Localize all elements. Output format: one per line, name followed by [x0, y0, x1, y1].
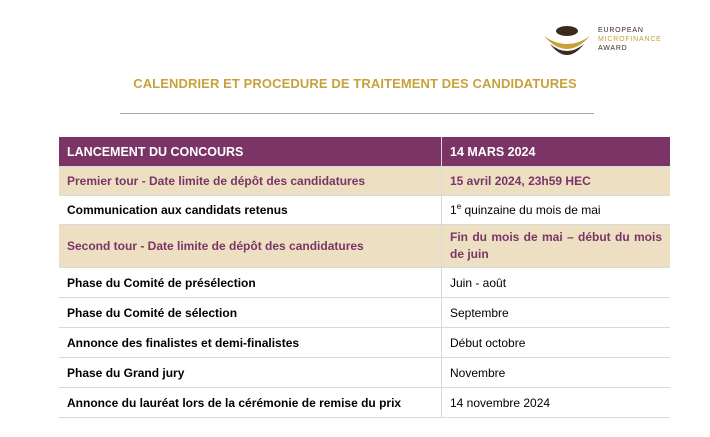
award-bowl-icon — [540, 22, 596, 62]
row-value: Fin du mois de mai – début du mois de juin — [442, 225, 671, 268]
row-value-text: quinzaine du mois de mai — [461, 203, 601, 217]
european-microfinance-award-logo — [540, 22, 710, 62]
table-row — [59, 358, 670, 388]
table-row — [59, 167, 670, 196]
row-value-number: 1 — [450, 203, 457, 217]
title-divider — [120, 113, 594, 114]
row-label: Communication aux candidats retenus — [59, 196, 442, 225]
logo-text-award: AWARD — [598, 45, 628, 52]
row-value: 15 avril 2024, 23h59 HEC — [442, 167, 671, 196]
table-row — [59, 388, 670, 418]
row-label: Premier tour - Date limite de dépôt des candidatures — [59, 167, 442, 196]
row-label: Phase du Grand jury — [59, 358, 442, 388]
row-value-superscript: e — [456, 202, 462, 211]
row-label: Annonce des finalistes et demi-finalistes — [59, 328, 442, 358]
table-row — [59, 298, 670, 328]
table-row — [59, 196, 670, 225]
row-value: Septembre — [442, 298, 671, 328]
row-value — [442, 196, 671, 225]
row-value: Novembre — [442, 358, 671, 388]
logo-text-microfinance: MICROFINANCE — [598, 36, 662, 43]
logo-text-european: EUROPEAN — [598, 27, 644, 34]
table-header-row — [59, 137, 670, 167]
table-row — [59, 268, 670, 298]
row-label: Second tour - Date limite de dépôt des candidatures — [59, 225, 442, 268]
row-value: Début octobre — [442, 328, 671, 358]
table-row — [59, 225, 670, 268]
page-title: CALENDRIER ET PROCEDURE DE TRAITEMENT DES CANDIDATURES — [133, 76, 577, 91]
row-label: Annonce du lauréat lors de la cérémonie de remise du prix — [59, 388, 442, 418]
header-label: LANCEMENT DU CONCOURS — [59, 137, 442, 167]
row-value: Juin - août — [442, 268, 671, 298]
table-row — [59, 328, 670, 358]
calendar-table — [59, 137, 670, 418]
row-label: Phase du Comité de sélection — [59, 298, 442, 328]
row-value: 14 novembre 2024 — [442, 388, 671, 418]
header-value: 14 MARS 2024 — [442, 137, 671, 167]
row-label: Phase du Comité de présélection — [59, 268, 442, 298]
